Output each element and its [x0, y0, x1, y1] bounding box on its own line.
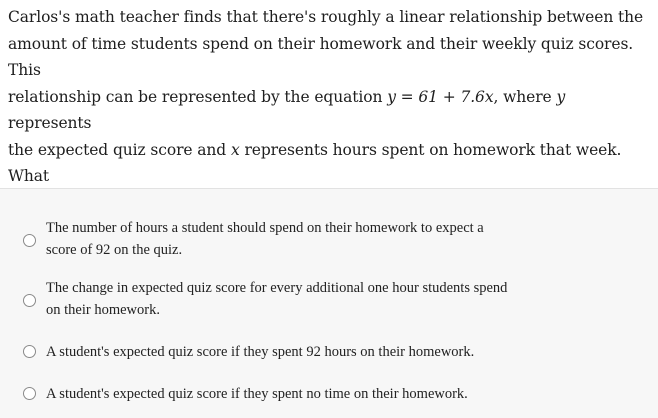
answer-option-1-label[interactable] — [46, 217, 484, 261]
answer-option-2-label[interactable] — [46, 277, 507, 321]
answer-option-3-label[interactable] — [46, 341, 474, 363]
answer-option-4-line-1: A student's expected quiz score if they spent no time on their homework. — [46, 386, 468, 402]
radio-button-1[interactable] — [23, 234, 36, 247]
question-line-4-end: represents hours spent on homework that week. What — [8, 140, 622, 185]
answer-option-4-label[interactable] — [46, 383, 468, 405]
answer-option-3-line-1: A student's expected quiz score if they spent 92 hours on their homework. — [46, 344, 475, 360]
answer-option-2-line-2: on their homework. — [46, 302, 160, 318]
answer-option-2-line-1: The change in expected quiz score for every additional one hour students spend — [46, 280, 508, 296]
answer-option-1-line-2: score of 92 on the quiz. — [46, 242, 183, 258]
variable-x: x — [230, 140, 240, 159]
question-line-3-middle: , where — [493, 87, 557, 106]
radio-button-3[interactable] — [23, 345, 36, 358]
question-line-4 — [8, 137, 650, 190]
answer-choices-panel — [0, 188, 658, 418]
equation: y = 61 + 7.6x — [387, 87, 494, 106]
variable-y: y — [556, 87, 566, 106]
answer-option-1-line-1: The number of hours a student should spend on their homework to expect a — [46, 220, 484, 236]
question-line-3-end: represents — [8, 114, 92, 132]
radio-button-4[interactable] — [23, 387, 36, 400]
question-line-3-start: relationship can be represented by the equation — [8, 87, 388, 106]
question-line-2: amount of time students spend on their homework and their weekly quiz scores. This — [8, 34, 634, 79]
radio-button-2[interactable] — [23, 294, 36, 307]
question-line-4-start: the expected quiz score and — [8, 140, 231, 159]
question-text — [8, 4, 650, 216]
question-line-1: Carlos's math teacher finds that there's roughly a linear relationship between the — [8, 8, 644, 26]
question-line-3 — [8, 84, 650, 137]
